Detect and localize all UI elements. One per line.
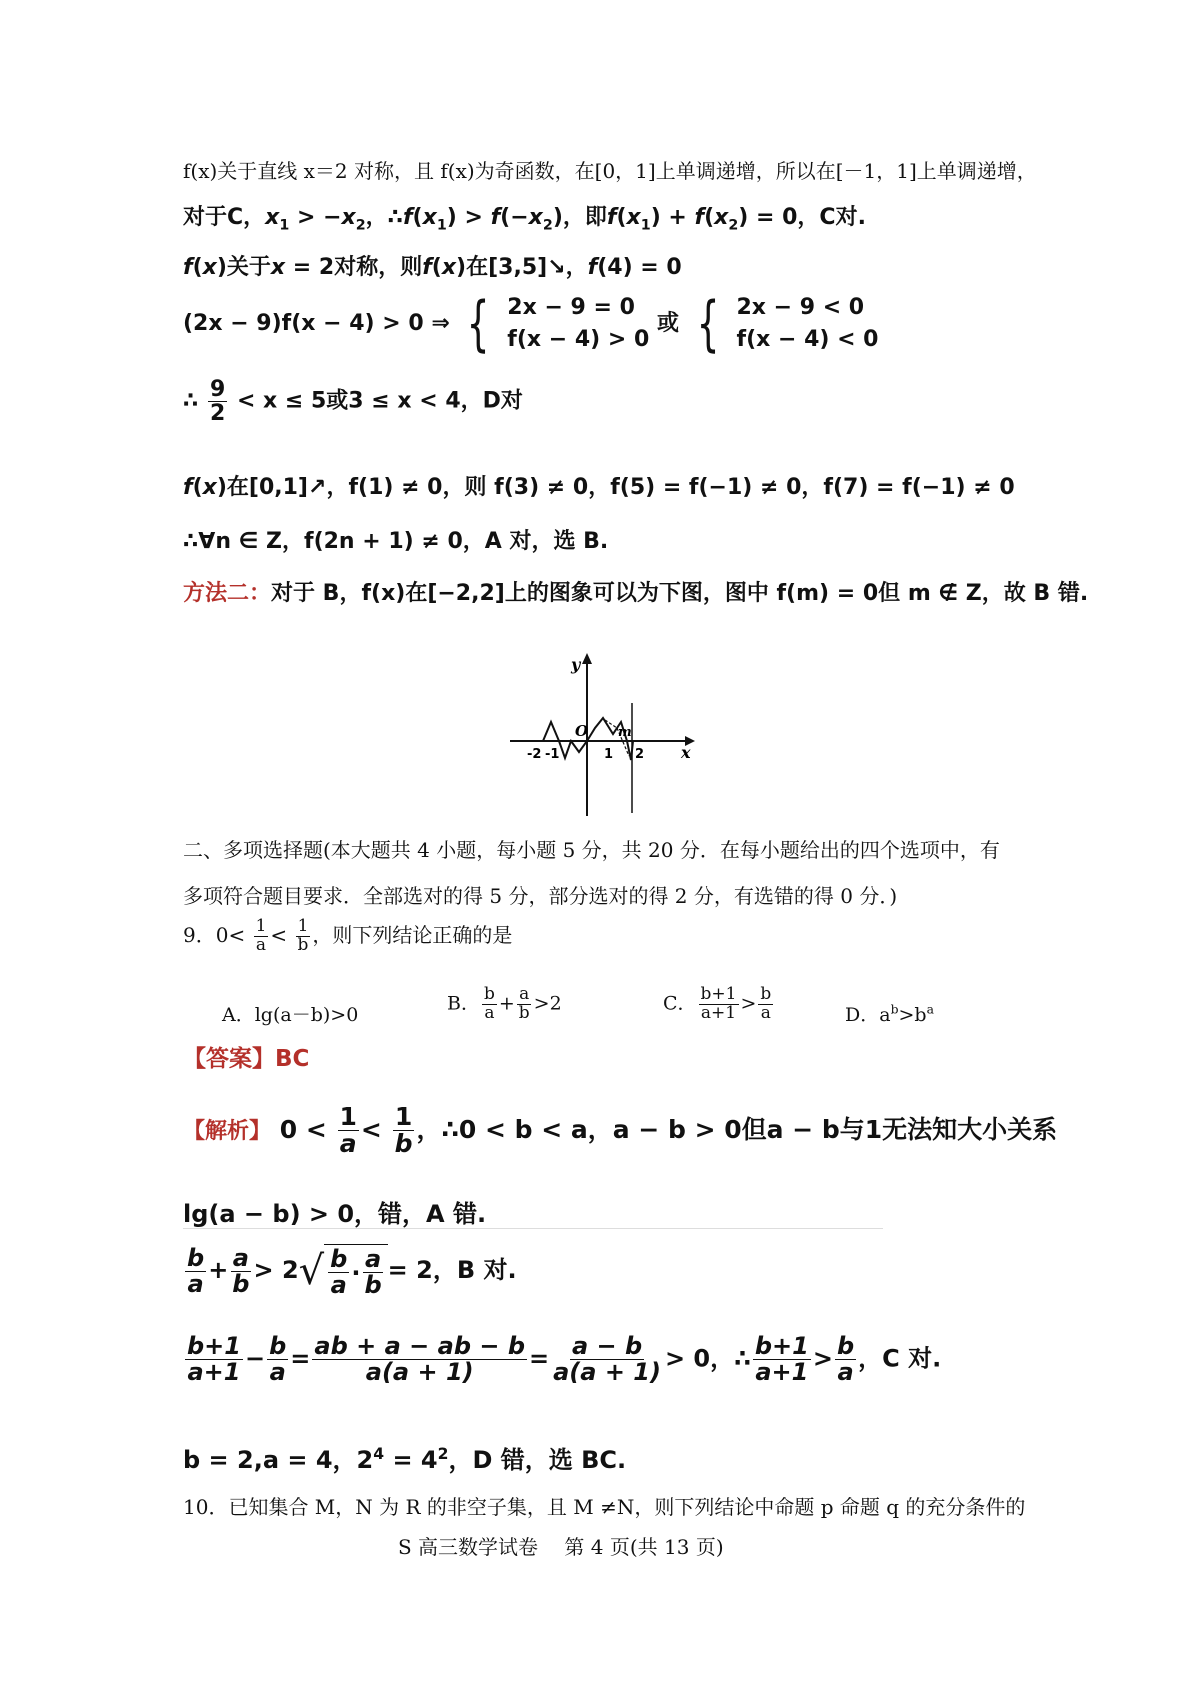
analysis-line: $\frac{b}{a}$ + $\frac{a}{b}$ > 2 √ $\frac{b}{a}$ · $\frac{a}{b}$ = 2，B 对. (187, 1243, 517, 1300)
brace-icon: { (467, 288, 490, 359)
text: ，即 (562, 205, 607, 230)
text: ，C对. (797, 205, 866, 230)
text: f(x)关于直线 x＝2 对称，且 f(x)为奇函数，在[0，1]上单调递增，所以在[－1，1]上单调递增， (183, 159, 1037, 183)
text-line: ∴ $\frac{9}{2}$ < x ≤ 5或3 ≤ x < 4，D对 (183, 377, 523, 427)
question-10: 10．已知集合 M，N 为 R 的非空子集，且 M ≠N，则下列结论中命题 p 命题 q 的充分条件的 (183, 1495, 1026, 1519)
text-line (183, 155, 1037, 184)
tick-label: -2 (527, 747, 542, 762)
text-line: 方法二：对于 B，f(x)在[−2,2]上的图象可以为下图，图中 f(m) = 0但 m ∉ Z，故 B 错. (183, 581, 1089, 606)
function-graph (505, 648, 700, 818)
text: 对于C， (183, 205, 266, 230)
option-a: A．lg(a－b)>0 (222, 1004, 359, 1026)
fraction: $\frac{1}{b}$ (394, 1102, 413, 1159)
system-2: 2x − 9 < 0 f(x − 4) < 0 (736, 295, 879, 352)
text: 或 (656, 310, 679, 336)
option-c: C． $\frac{b+1}{a+1}$ > $\frac{b}{a}$ (663, 984, 772, 1023)
analysis-line: 【解析】 0 < $\frac{1}{a}$ < $\frac{1}{b}$ ，∴0 < b < a，a − b > 0但a − b与1无法知大小关系 (183, 1102, 1058, 1159)
text: ， (565, 255, 588, 280)
x-axis-label: x (681, 743, 691, 762)
y-axis-arrow-icon (582, 653, 592, 664)
analysis-line: $\frac{b+1}{a+1}$ − $\frac{b}{a}$ = $\frac{ab + a - ab - b}{a(a + 1)}$ = $\frac{a - b}{a(a + 1)}$ > 0，∴ $\frac{b+1}{a+1}$ > $\frac{b}{a}$ ，C 对. (187, 1332, 942, 1387)
equation-system (183, 288, 879, 359)
text-line: ∴∀n ∈ Z，f(2n + 1) ≠ 0，A 对，选 B. (183, 529, 609, 554)
analysis-line: b = 2,a = 4，$2^4 = 4^2$，D 错，选 BC. (183, 1445, 627, 1474)
section-heading: 多项符合题目要求．全部选对的得 5 分，部分选对的得 2 分，有选错的得 0 分．) (183, 884, 898, 908)
question-9: 9．0< $\frac{1}{a}$ < $\frac{1}{b}$ ，则下列结论正确的是 (183, 916, 513, 955)
y-axis-label: y (571, 655, 581, 674)
answer-line (183, 1040, 309, 1073)
text: 对称，则 (334, 255, 423, 280)
m-label: m (618, 725, 632, 740)
analysis-line: lg(a − b) > 0，错，A 错. (183, 1200, 487, 1228)
increase-arrow-icon: ↗ (308, 475, 327, 500)
text: (2x − 9)f(x − 4) > 0 ⇒ (183, 310, 450, 336)
analysis-label: 【解析】 (183, 1118, 272, 1144)
fraction: $\frac{9}{2}$ (209, 377, 226, 427)
fraction: $\frac{1}{b}$ (297, 916, 309, 955)
section-heading: 二、多项选择题(本大题共 4 小题，每小题 5 分，共 20 分．在每小题给出的四个选项中，有 (183, 838, 1000, 862)
answer-label: 【答案】 (183, 1046, 275, 1072)
sqrt: √ $\frac{b}{a}$ · $\frac{a}{b}$ (299, 1244, 388, 1298)
text: 在[3,5] (466, 255, 548, 280)
tick-label: 2 (635, 747, 645, 762)
system-1: 2x − 9 = 0 f(x − 4) > 0 (507, 295, 650, 352)
divider (183, 1228, 883, 1229)
method-label: 方法二： (183, 581, 272, 606)
tick-label: 1 (604, 747, 614, 762)
option-d: D．$a^b>b^a$ (845, 1002, 934, 1026)
origin-label: O (575, 722, 589, 740)
text-line: f(x)在[0,1]↗，f(1) ≠ 0，则 f(3) ≠ 0，f(5) = f(−1) ≠ 0，f(7) = f(−1) ≠ 0 (183, 475, 1015, 500)
fraction: $\frac{1}{a}$ (339, 1102, 357, 1159)
page-footer: S 高三数学试卷 第 4 页(共 13 页) (398, 1535, 724, 1559)
text-line: 对于C，$x_1 > -x_2$，$\therefore f(x_1) > f(-x_2)$，即$f(x_1) + f(x_2) = 0$，C对. (183, 205, 866, 234)
decrease-arrow-icon: ↘ (547, 255, 566, 280)
text: 关于 (226, 255, 271, 280)
text-line: f(x)关于x = 2对称，则f(x)在[3,5]↘，f(4) = 0 (183, 255, 682, 280)
fraction: $\frac{1}{a}$ (255, 916, 267, 955)
text: ，∴ (365, 205, 403, 230)
answer-value: BC (275, 1046, 310, 1072)
brace-icon: { (696, 288, 720, 359)
option-b: B． $\frac{b}{a}$ + $\frac{a}{b}$ >2 (447, 984, 562, 1023)
tick-label: -1 (545, 747, 560, 762)
